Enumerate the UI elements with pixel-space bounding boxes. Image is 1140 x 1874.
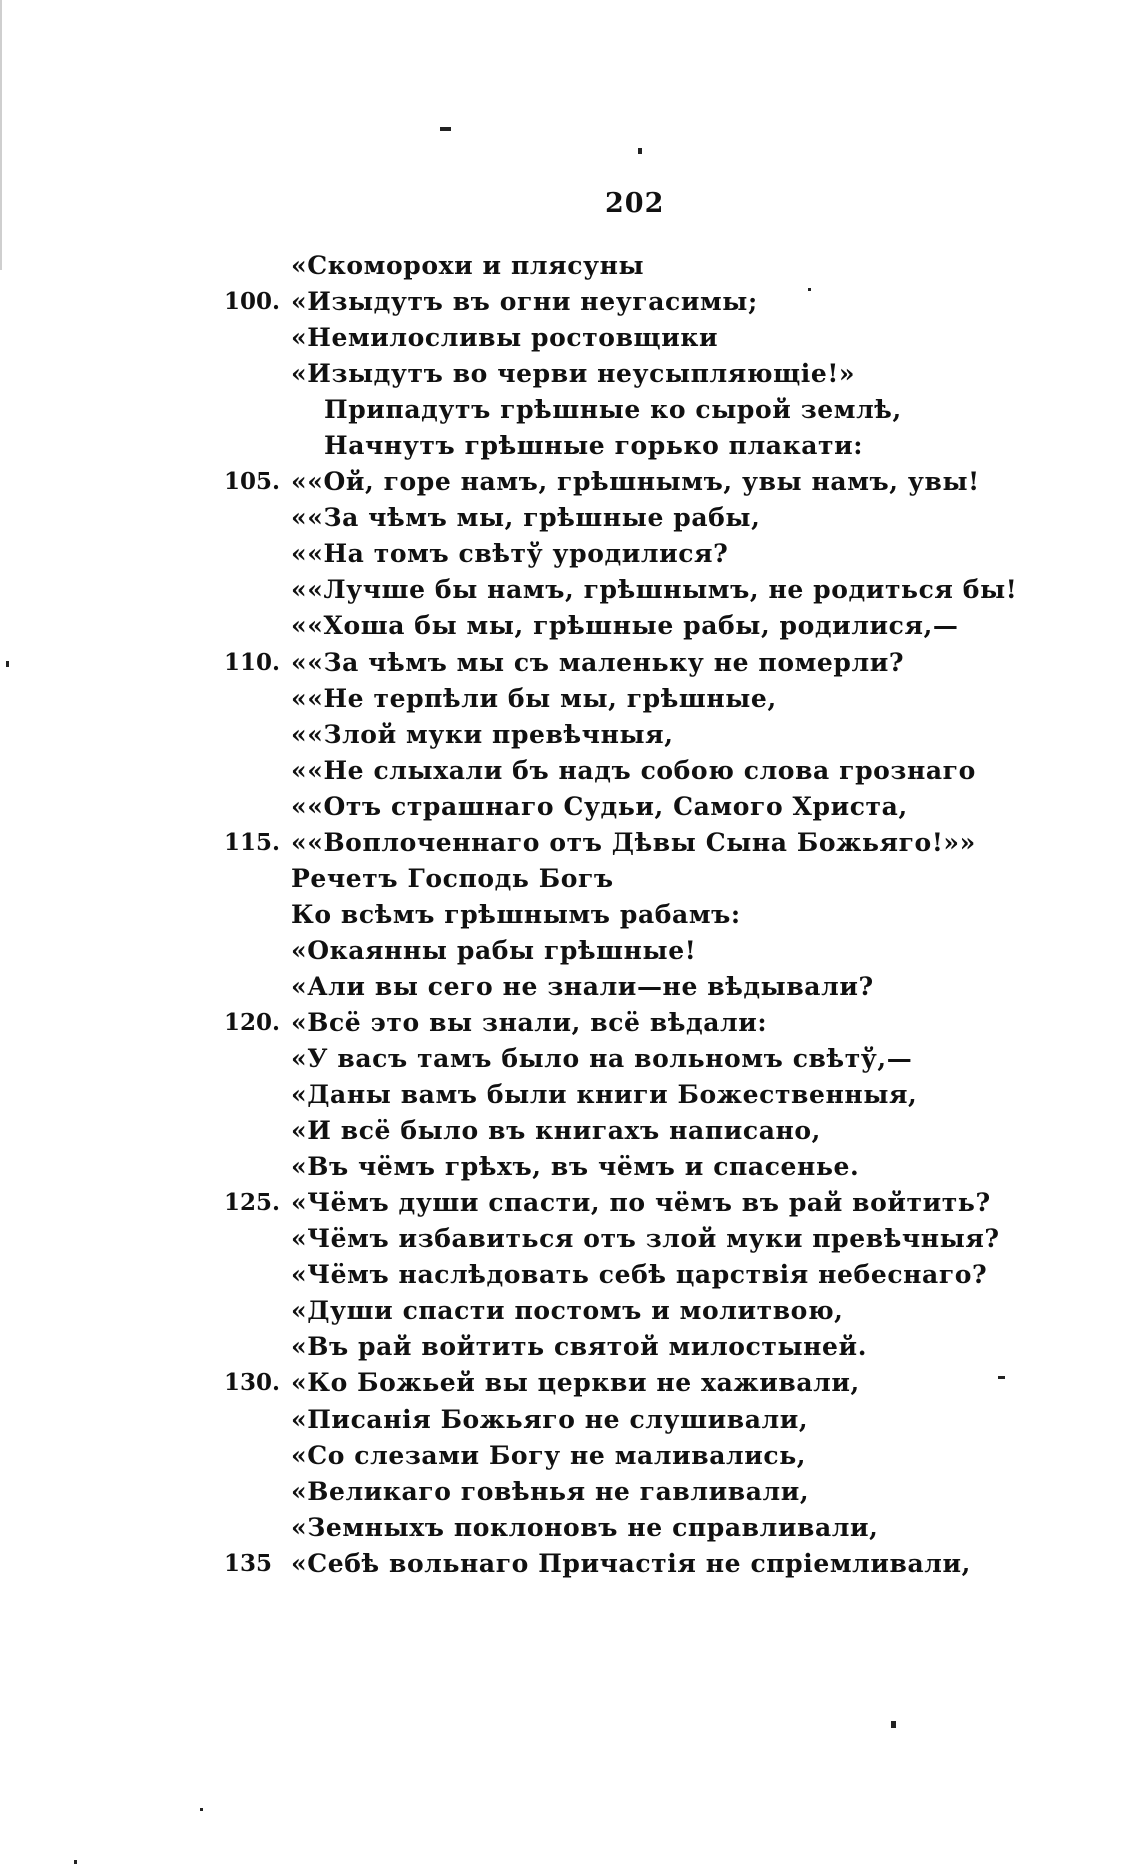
verse-line: [224, 356, 1004, 392]
line-text: «Себѣ вольнаго Причастія не спріемливали,: [291, 1548, 971, 1578]
line-text: «Въ рай войтить святой милостыней.: [291, 1332, 868, 1362]
verse-line: [224, 681, 1004, 717]
verse-line: [224, 789, 1004, 825]
page-number: 202: [605, 188, 665, 219]
verse-line: [224, 608, 1004, 644]
verse-line: [224, 392, 1004, 428]
verse-line: [224, 969, 1004, 1005]
line-text: «Изыдутъ во черви неусыпляющіе!»: [291, 359, 856, 389]
line-text: «Писанія Божьяго не слушивали,: [291, 1404, 809, 1434]
line-number: 105.: [224, 468, 281, 496]
line-text: «Чёмъ наслѣдовать себѣ царствія небеснаго?: [291, 1260, 988, 1290]
line-text: «Даны вамъ были книги Божественныя,: [291, 1080, 918, 1110]
verse-line: [224, 1041, 1004, 1077]
verse-line: [224, 464, 1004, 500]
line-text: «Со слезами Богу не маливались,: [291, 1440, 807, 1470]
line-text: Речетъ Господь Богъ: [291, 863, 614, 893]
line-text: «Окаянны рабы грѣшные!: [291, 935, 697, 965]
line-number: 120.: [224, 1008, 281, 1036]
line-text: «Чёмъ души спасти, по чёмъ въ рай войтить?: [291, 1188, 991, 1218]
verse-line: [224, 1329, 1004, 1365]
verse-line: [224, 320, 1004, 356]
print-speck: [440, 127, 451, 131]
verse-line: [224, 897, 1004, 933]
verse-line: [224, 572, 1018, 608]
line-number: 100.: [224, 288, 281, 316]
line-text: ««За чѣмъ мы, грѣшные рабы,: [291, 503, 761, 533]
line-text: ««Лучше бы намъ, грѣшнымъ, не родиться бы!: [291, 575, 1018, 605]
line-text: ««Отъ страшнаго Судьи, Самого Христа,: [291, 791, 908, 821]
line-text: ««Хоша бы мы, грѣшные рабы, родилися,—: [291, 611, 959, 641]
line-text: Ко всѣмъ грѣшнымъ рабамъ:: [291, 899, 741, 929]
print-speck: [891, 1721, 896, 1728]
verse-line: [224, 825, 1004, 861]
verse-line: [224, 1005, 1004, 1041]
line-text: «Али вы сего не знали—не вѣдывали?: [291, 971, 874, 1001]
verse-line: [224, 1293, 1004, 1329]
verse-line: [224, 1510, 1004, 1546]
line-text: «Ко Божьей вы церкви не хаживали,: [291, 1368, 860, 1398]
line-number: 125.: [224, 1189, 281, 1217]
print-speck: [638, 148, 642, 154]
verse-line: [224, 1149, 1004, 1185]
line-text: ««Ой, горе намъ, грѣшнымъ, увы намъ, увы!: [291, 467, 980, 497]
line-text: «Всё это вы знали, всё вѣдали:: [291, 1007, 768, 1037]
line-text: «Въ чёмъ грѣхъ, въ чёмъ и спасенье.: [291, 1152, 860, 1182]
line-text: «Чёмъ избавиться отъ злой муки превѣчныя?: [291, 1224, 1000, 1254]
line-text: ««Не слыхали бъ надъ собою слова грознаго: [291, 755, 976, 785]
verse-line: [224, 717, 1004, 753]
line-number: 135: [224, 1549, 273, 1577]
line-text: ««За чѣмъ мы съ маленьку не померли?: [291, 647, 905, 677]
verse-line: [224, 536, 1004, 572]
line-text: ««Не терпѣли бы мы, грѣшные,: [291, 683, 777, 713]
poem-text: [224, 248, 1018, 1582]
line-number: 115.: [224, 828, 281, 856]
verse-line: [224, 645, 1004, 681]
verse-line: [224, 1546, 1004, 1582]
verse-line: [224, 1438, 1004, 1474]
line-text: «Изыдутъ въ огни неугасимы;: [291, 287, 758, 317]
print-speck: [6, 661, 9, 667]
verse-line: [224, 1474, 1004, 1510]
verse-line: [224, 500, 1004, 536]
line-text: «И всё было въ книгахъ написано,: [291, 1116, 821, 1146]
line-number: 110.: [224, 648, 281, 676]
line-text: «Немилосливы ростовщики: [291, 323, 719, 353]
line-number: 130.: [224, 1369, 281, 1397]
verse-line: [224, 753, 1004, 789]
line-text: Припадутъ грѣшные ко сырой землѣ,: [324, 395, 902, 425]
print-speck: [74, 1860, 77, 1864]
verse-line: [224, 1257, 1004, 1293]
page-edge-shadow: [0, 0, 2, 270]
line-text: ««Злой муки превѣчныя,: [291, 719, 674, 749]
verse-line: [224, 1221, 1004, 1257]
verse-line: [224, 248, 1004, 284]
line-text: «Души спасти постомъ и молитвою,: [291, 1296, 844, 1326]
verse-line: [224, 933, 1004, 969]
verse-line: [224, 861, 1004, 897]
verse-line: [224, 1077, 1004, 1113]
verse-line: [224, 1365, 1004, 1401]
line-text: Начнутъ грѣшные горько плакати:: [324, 431, 864, 461]
verse-line: [224, 428, 1004, 464]
line-text: ««На томъ свѣтў уродилися?: [291, 539, 729, 569]
line-text: «Земныхъ поклоновъ не справливали,: [291, 1512, 879, 1542]
verse-line: [224, 1402, 1004, 1438]
verse-line: [224, 1113, 1004, 1149]
line-text: «Великаго говѣнья не гавливали,: [291, 1476, 810, 1506]
verse-line: [224, 284, 1004, 320]
verse-line: [224, 1185, 1004, 1221]
line-text: «Скоморохи и плясуны: [291, 251, 645, 280]
line-text: «У васъ тамъ было на вольномъ свѣтў,—: [291, 1044, 913, 1074]
print-speck: [200, 1808, 203, 1811]
line-text: ««Воплоченнаго отъ Дѣвы Сына Божьяго!»»: [291, 827, 976, 857]
